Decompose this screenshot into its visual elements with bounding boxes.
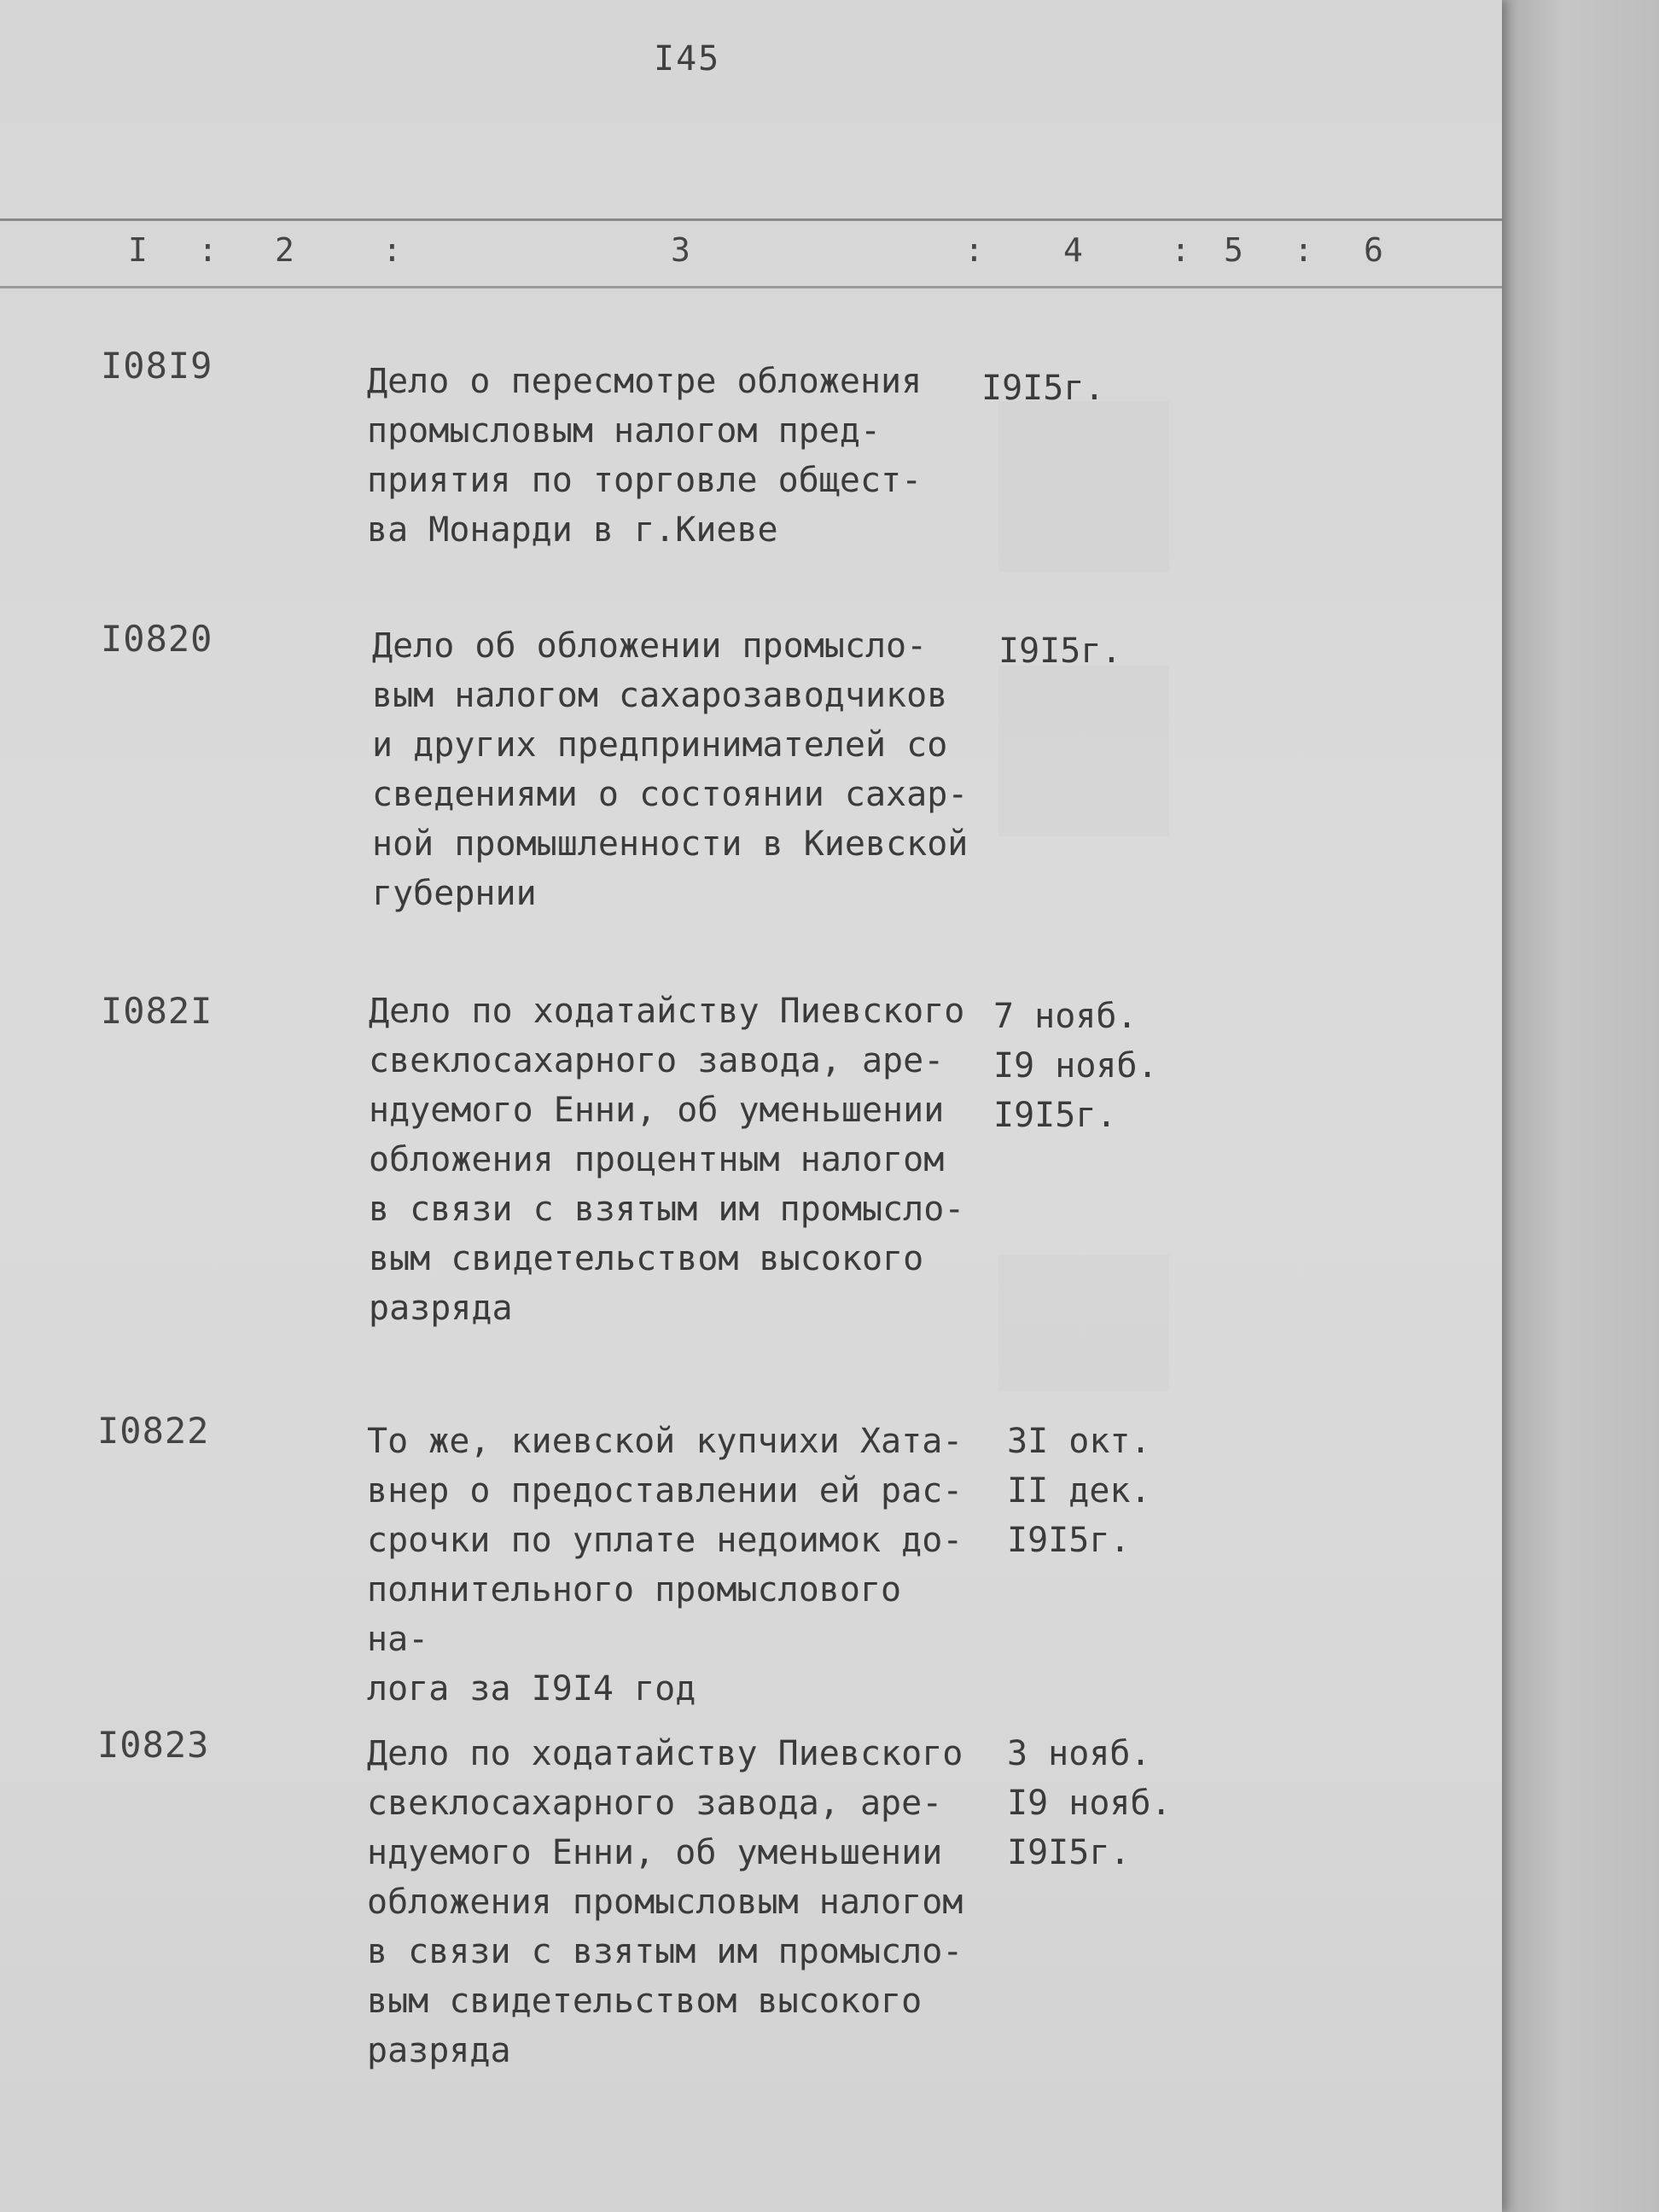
entry-date: I9I5г. xyxy=(998,632,1122,671)
entry-date: I9I5г. xyxy=(981,369,1105,408)
entry-date: 7 нояб. I9 нояб. I9I5г. xyxy=(993,997,1158,1135)
column-header-5: 5 xyxy=(1224,231,1243,269)
column-header-3: 3 xyxy=(671,231,690,269)
page-number: I45 xyxy=(654,39,721,79)
column-header-row xyxy=(0,218,1502,288)
entry-description: Дело об обложении промысло- вым налогом сахарозаводчиков и других предпринимателей со сведениями о состоянии сахар- ной промышленности в Киевской губернии xyxy=(372,626,969,913)
entry-description: Дело по ходатайству Пиевского свеклосахарного завода, аре- ндуемого Енни, об уменьшении обложения промысловым налогом в связи с взятым им промысло- вым свидетельством высокого разряда xyxy=(367,1734,963,2070)
column-header-2: 2 xyxy=(275,231,294,269)
bleed-through-texture xyxy=(998,1254,1169,1391)
column-header-1: I xyxy=(128,231,148,269)
entry-description: Дело о пересмотре обложения промысловым налогом пред- приятия по торговле общест- ва Монарди в г.Киеве xyxy=(367,362,923,550)
column-separator: : xyxy=(198,231,218,269)
entry-number: I0823 xyxy=(97,1724,210,1766)
column-separator: : xyxy=(1294,231,1313,269)
entry-date: 3 нояб. I9 нояб. I9I5г. xyxy=(1007,1734,1172,1872)
entry-date: 3I окт. II дек. I9I5г. xyxy=(1007,1422,1151,1560)
entry-description: То же, киевской купчихи Хата- внер о предоставлении ей рас- срочки по уплате недоимок до- полнительного промыслового на- лога за I9I4 год xyxy=(367,1422,963,1708)
column-separator: : xyxy=(964,231,984,269)
column-header-6: 6 xyxy=(1364,231,1383,269)
entry-number: I0820 xyxy=(101,618,213,660)
bleed-through-texture xyxy=(998,401,1169,572)
entry-description: Дело по ходатайству Пиевского свеклосахарного завода, аре- ндуемого Енни, об уменьшении обложения процентным налогом в связи с взятым им промысло- вым свидетельством высокого разряда xyxy=(369,992,965,1328)
stacked-page-edges xyxy=(1488,0,1659,2212)
column-header-4: 4 xyxy=(1063,231,1083,269)
entry-number: I08I9 xyxy=(101,345,213,387)
column-separator: : xyxy=(1171,231,1190,269)
entry-number: I082I xyxy=(101,990,213,1032)
entry-number: I0822 xyxy=(97,1410,210,1452)
column-separator: : xyxy=(382,231,402,269)
bleed-through-texture xyxy=(998,666,1169,836)
